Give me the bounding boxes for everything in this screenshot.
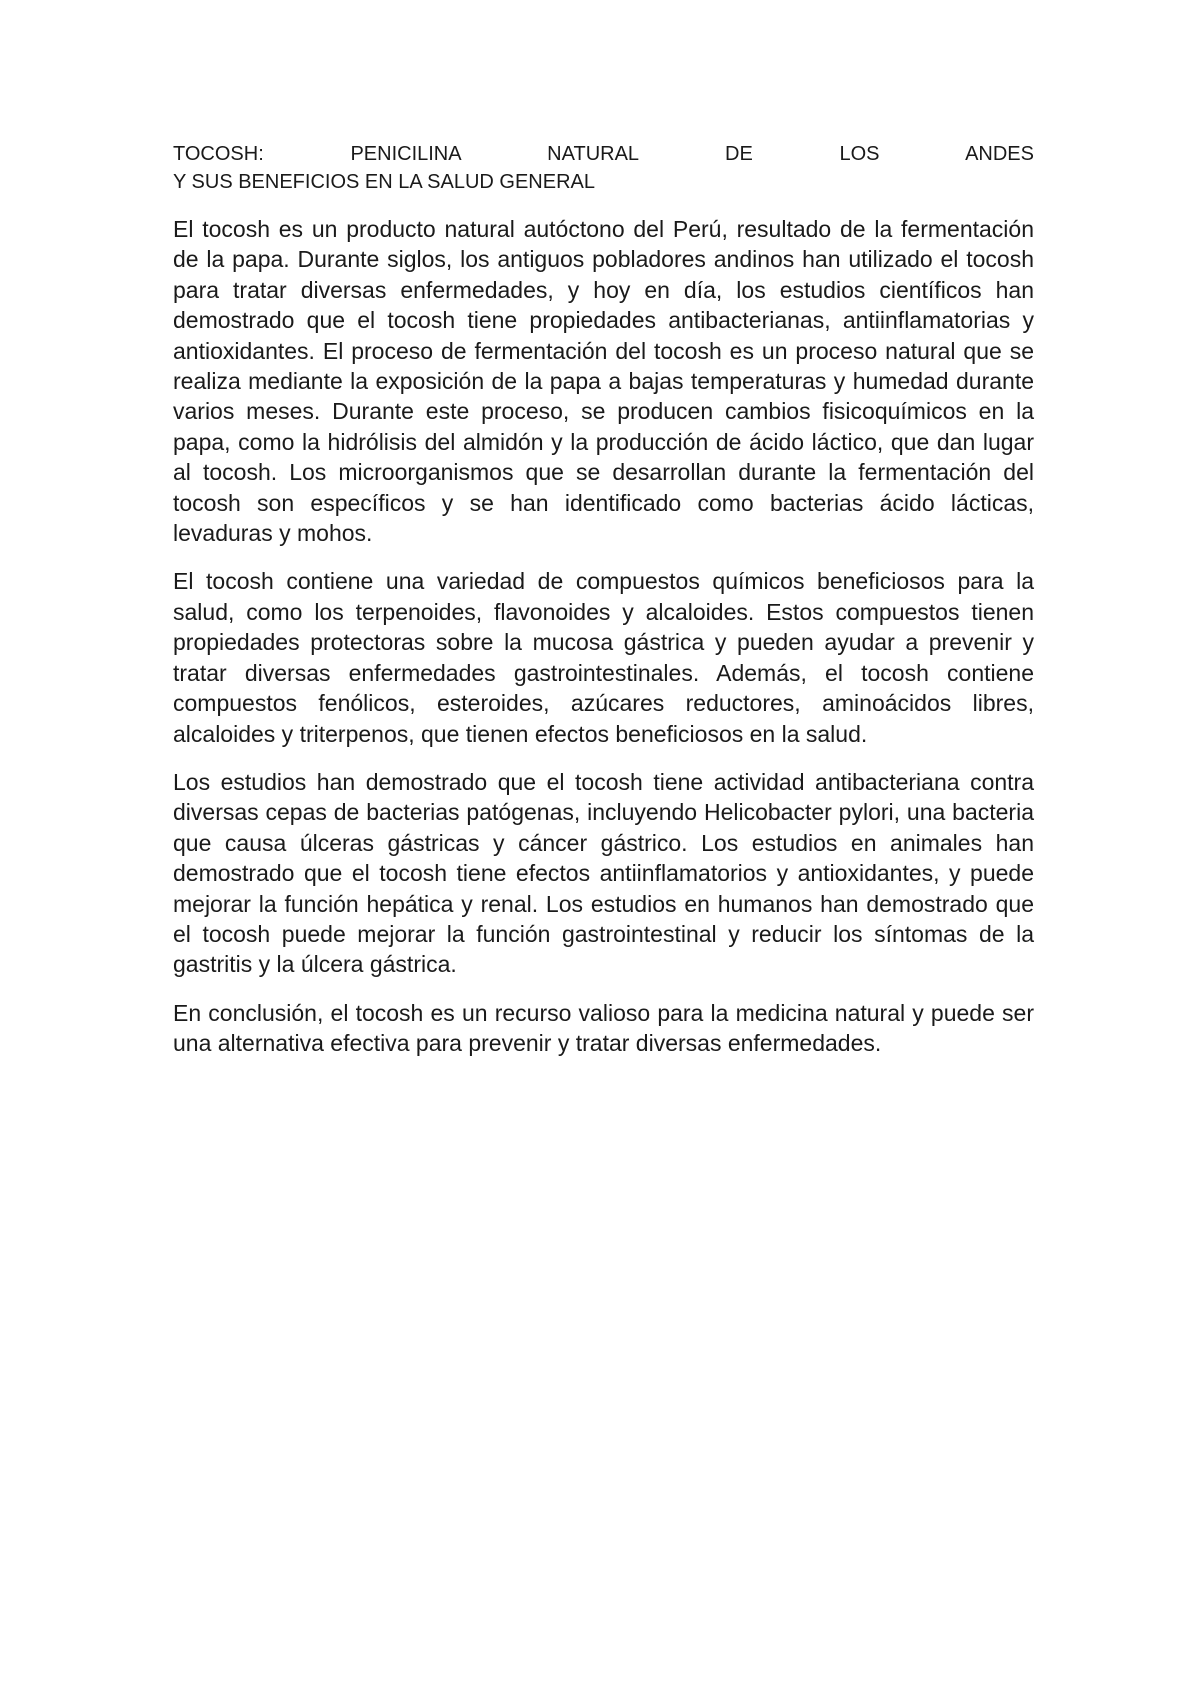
paragraph-3: Los estudios han demostrado que el tocosh tiene actividad antibacteriana contra diversas cepas de bacterias patógenas, incluyendo Helicobacter pylori, una bacteria que causa úlceras gástricas y cáncer gástrico. Los estudios en animales han demostrado que el tocosh tiene efectos antiinflamatorios y antioxidantes, y puede mejorar la función hepática y renal. Los estudios en humanos han demostrado que el tocosh puede mejorar la función gastrointestinal y reducir los síntomas de la gastritis y la úlcera gástrica. xyxy=(173,768,1034,978)
paragraph-4: En conclusión, el tocosh es un recurso valioso para la medicina natural y puede ser una alternativa efectiva para prevenir y tratar diversas enfermedades. xyxy=(173,999,1034,1057)
title-line-1: TOCOSH: PENICILINA NATURAL DE LOS ANDES xyxy=(173,143,1034,165)
document-body xyxy=(173,140,1034,1077)
document-title xyxy=(173,140,1034,196)
title-line-2: Y SUS BENEFICIOS EN LA SALUD GENERAL xyxy=(173,171,595,193)
paragraph-2: El tocosh contiene una variedad de compuestos químicos beneficiosos para la salud, como los terpenoides, flavonoides y alcaloides. Estos compuestos tienen propiedades protectoras sobre la mucosa gástrica y pueden ayudar a prevenir y tratar diversas enfermedades gastrointestinales. Además, el tocosh contiene compuestos fenólicos, esteroides, azúcares reductores, aminoácidos libres, alcaloides y triterpenos, que tienen efectos beneficiosos en la salud. xyxy=(173,568,1034,747)
paragraph-1: El tocosh es un producto natural autóctono del Perú, resultado de la fermentación de la papa. Durante siglos, los antiguos pobladores andinos han utilizado el tocosh para tratar diversas enfermedades, y hoy en día, los estudios científicos han demostrado que el tocosh tiene propiedades antibacterianas, antiinflamatorias y antioxidantes. El proceso de fermentación del tocosh es un proceso natural que se realiza mediante la exposición de la papa a bajas temperaturas y humedad durante varios meses. Durante este proceso, se producen cambios fisicoquímicos en la papa, como la hidrólisis del almidón y la producción de ácido láctico, que dan lugar al tocosh. Los microorganismos que se desarrollan durante la fermentación del tocosh son específicos y se han identificado como bacterias ácido lácticas, levaduras y mohos. xyxy=(173,216,1034,547)
